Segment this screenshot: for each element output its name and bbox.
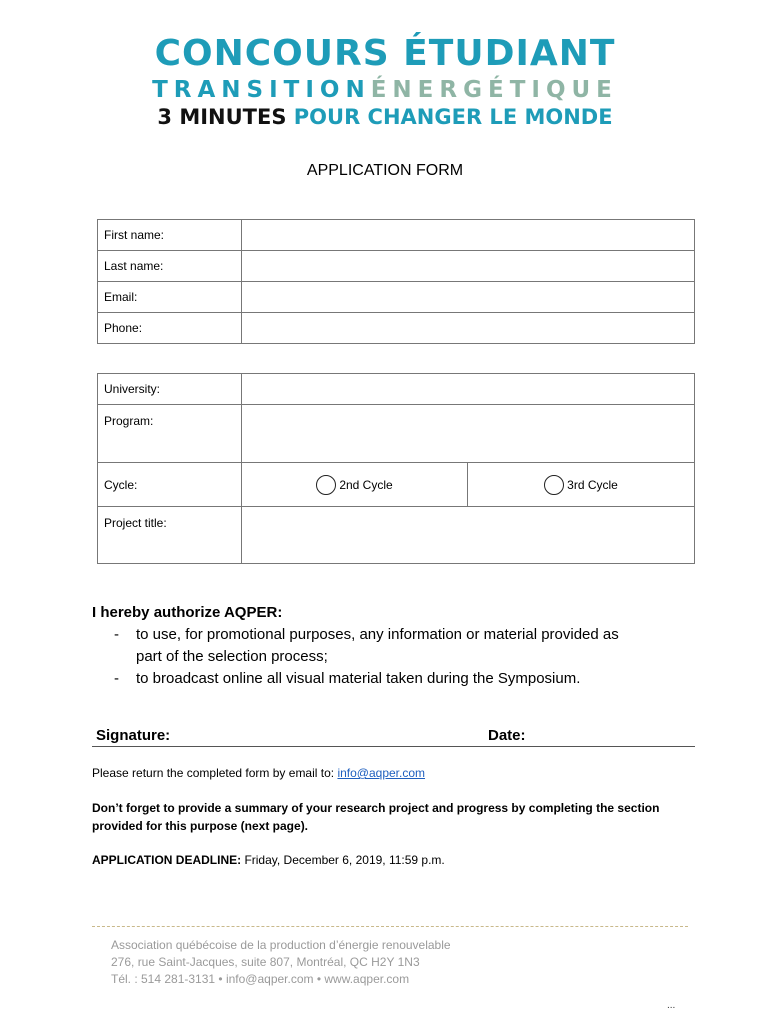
- deadline-label: APPLICATION DEADLINE:: [92, 853, 242, 867]
- logo-energetique: ÉNERGÉTIQUE: [370, 77, 618, 103]
- logo-line-3: [0, 104, 770, 130]
- authorization-item-1-line-2: part of the selection process;: [136, 648, 328, 665]
- option-2nd-cycle-label: 2nd Cycle: [339, 477, 393, 492]
- logo-line-2: [0, 76, 770, 104]
- return-text: Please return the completed form by email to:: [92, 766, 338, 780]
- footer-address: [111, 937, 451, 988]
- last-name-label: Last name:: [98, 251, 242, 282]
- authorization-item-1: [92, 624, 712, 668]
- bullet-dash: -: [114, 670, 119, 687]
- bullet-dash: -: [114, 626, 119, 643]
- phone-label: Phone:: [98, 313, 242, 344]
- summary-reminder-line-1: Don’t forget to provide a summary of your research project and progress by completing the section: [92, 801, 660, 815]
- study-info-table: [97, 373, 695, 564]
- summary-reminder-line-2: provided for this purpose (next page).: [92, 819, 309, 833]
- form-title: APPLICATION FORM: [306, 162, 464, 179]
- footer-divider: [92, 926, 688, 927]
- university-label: University:: [98, 374, 242, 405]
- first-name-label: First name:: [98, 220, 242, 251]
- return-email-link[interactable]: info@aqper.com: [337, 766, 426, 780]
- authorization-item-1-line-1: to use, for promotional purposes, any information or material provided as: [136, 626, 619, 643]
- summary-reminder: [92, 799, 702, 835]
- logo-3-minutes: 3 MINUTES: [157, 105, 287, 129]
- program-field[interactable]: [242, 405, 695, 463]
- signature-line[interactable]: [92, 725, 695, 747]
- authorization-item-2-text: to broadcast online all visual material taken during the Symposium.: [136, 670, 581, 687]
- university-field[interactable]: [242, 374, 695, 405]
- email-label: Email:: [98, 282, 242, 313]
- radio-2nd-cycle[interactable]: [316, 475, 336, 495]
- project-title-label: Project title:: [98, 507, 242, 564]
- page-marker: ...: [667, 1000, 676, 1011]
- signature-label: Signature:: [96, 727, 171, 744]
- email-field[interactable]: [242, 282, 695, 313]
- application-deadline: [92, 851, 702, 869]
- cycle-label: Cycle:: [98, 463, 242, 507]
- date-label: Date:: [488, 727, 526, 744]
- contest-logo: [0, 34, 770, 130]
- authorization-item-2: [92, 668, 712, 690]
- last-name-field[interactable]: [242, 251, 695, 282]
- return-instructions: [92, 764, 702, 782]
- logo-line-1: CONCOURS ÉTUDIANT: [154, 33, 616, 74]
- deadline-value: Friday, December 6, 2019, 11:59 p.m.: [241, 853, 445, 867]
- footer-org-name: Association québécoise de la production d’énergie renouvelable: [111, 938, 451, 952]
- option-3rd-cycle-label: 3rd Cycle: [567, 477, 618, 492]
- footer-street: 276, rue Saint-Jacques, suite 807, Montréal, QC H2Y 1N3: [111, 955, 420, 969]
- cycle-option-2nd[interactable]: [242, 463, 468, 507]
- cycle-option-3rd[interactable]: [468, 463, 695, 507]
- radio-3rd-cycle[interactable]: [544, 475, 564, 495]
- authorization-heading: I hereby authorize AQPER:: [92, 604, 283, 621]
- phone-field[interactable]: [242, 313, 695, 344]
- logo-transition: TRANSITION: [152, 77, 371, 103]
- program-label: Program:: [98, 405, 242, 463]
- logo-pour-changer: POUR CHANGER LE MONDE: [286, 105, 613, 129]
- first-name-field[interactable]: [242, 220, 695, 251]
- project-title-field[interactable]: [242, 507, 695, 564]
- footer-contact: Tél. : 514 281-3131 • info@aqper.com • www.aqper.com: [111, 972, 410, 986]
- authorization-section: [92, 602, 712, 690]
- personal-info-table: [97, 219, 695, 344]
